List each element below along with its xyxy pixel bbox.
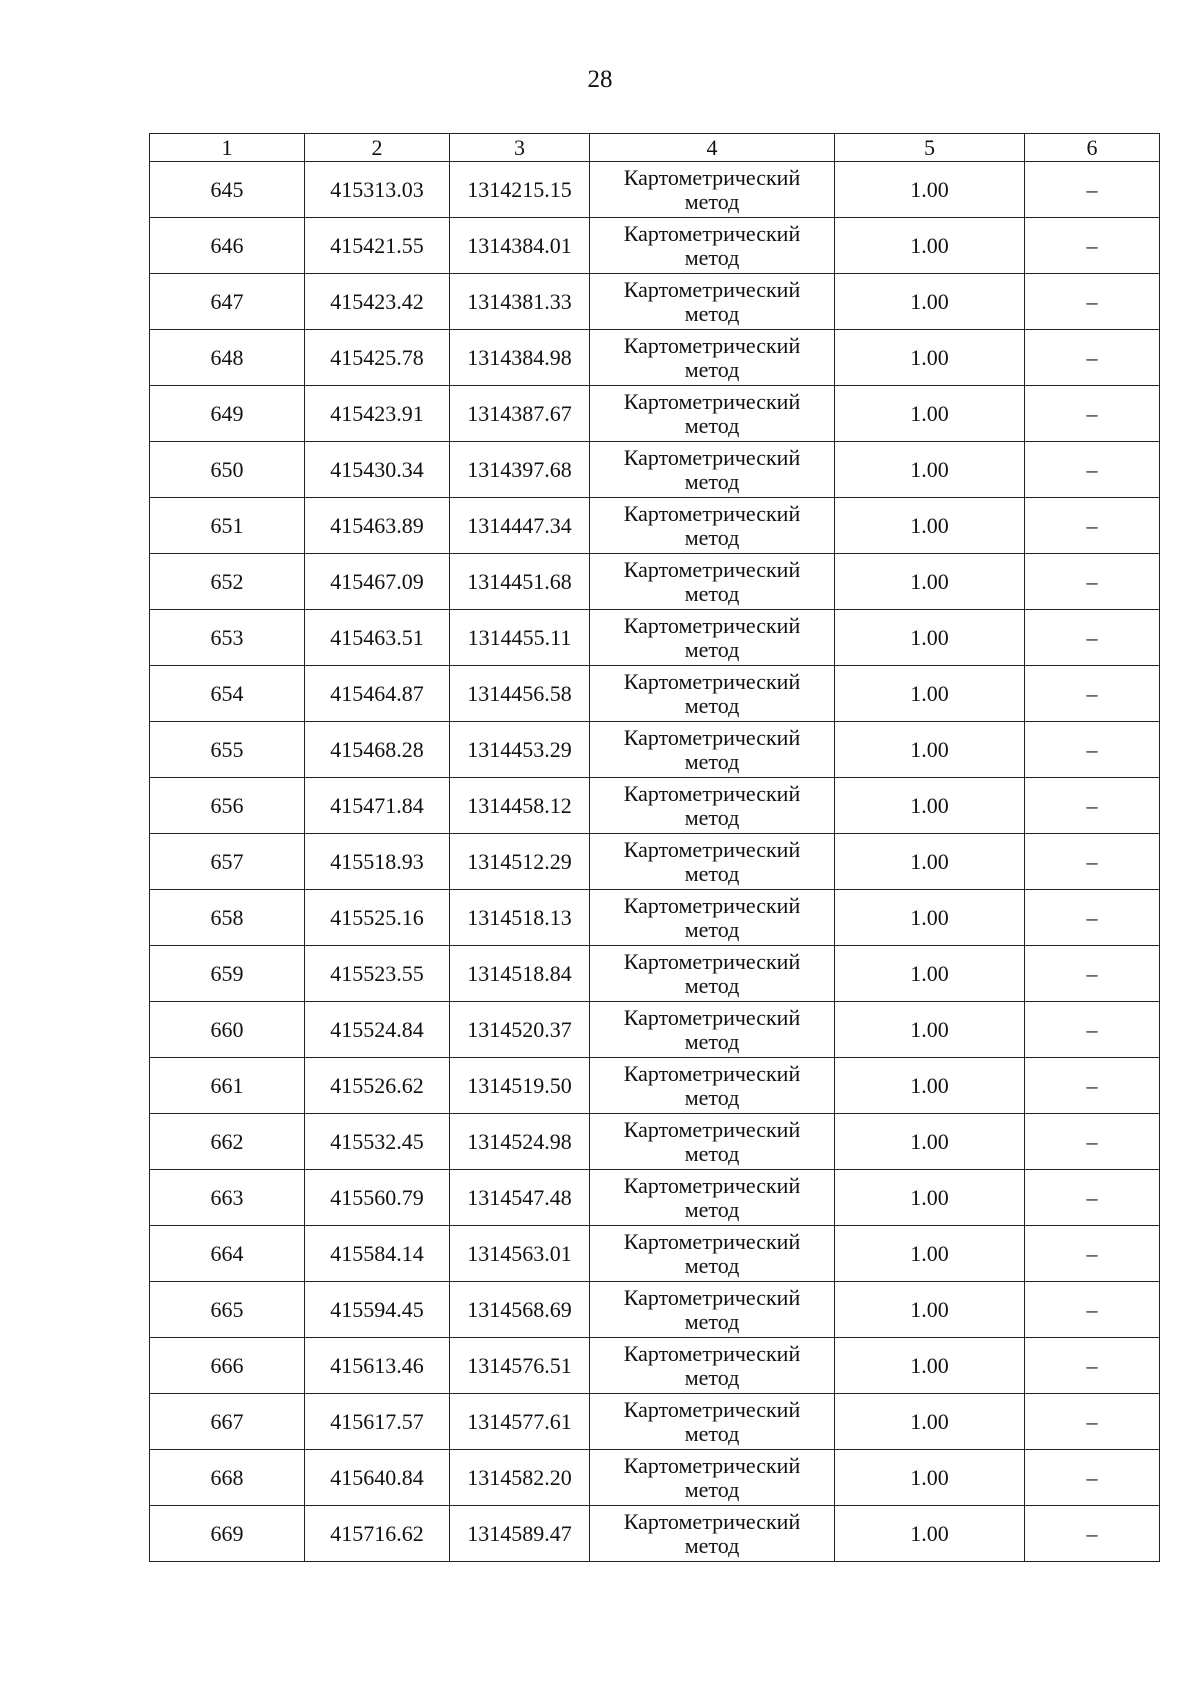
table-row	[150, 274, 1160, 330]
column-header-1: 1	[150, 134, 305, 162]
method-line-1: Картометрический	[623, 1116, 801, 1142]
method-line-1: Картометрический	[623, 500, 801, 526]
accuracy-cell: 1.00	[835, 1002, 1025, 1058]
method-cell	[590, 1450, 835, 1506]
method-line-1: Картометрический	[623, 1508, 801, 1534]
x-coordinate-cell: 415423.42	[305, 274, 450, 330]
note-cell: –	[1025, 162, 1160, 218]
table-row	[150, 722, 1160, 778]
accuracy-cell: 1.00	[835, 1506, 1025, 1562]
y-coordinate-cell: 1314451.68	[450, 554, 590, 610]
method-line-1: Картометрический	[623, 780, 801, 806]
note-cell: –	[1025, 1226, 1160, 1282]
y-coordinate-cell: 1314582.20	[450, 1450, 590, 1506]
point-number-cell: 655	[150, 722, 305, 778]
x-coordinate-cell: 415617.57	[305, 1394, 450, 1450]
method-cell	[590, 1282, 835, 1338]
accuracy-cell: 1.00	[835, 1282, 1025, 1338]
method-cell	[590, 834, 835, 890]
table-row	[150, 1226, 1160, 1282]
column-header-5: 5	[835, 134, 1025, 162]
method-line-1: Картометрический	[623, 668, 801, 694]
accuracy-cell: 1.00	[835, 666, 1025, 722]
point-number-cell: 661	[150, 1058, 305, 1114]
method-line-2: метод	[684, 1028, 740, 1054]
accuracy-cell: 1.00	[835, 330, 1025, 386]
point-number-cell: 654	[150, 666, 305, 722]
note-cell: –	[1025, 386, 1160, 442]
y-coordinate-cell: 1314455.11	[450, 610, 590, 666]
method-line-1: Картометрический	[623, 612, 801, 638]
method-line-1: Картометрический	[623, 948, 801, 974]
x-coordinate-cell: 415640.84	[305, 1450, 450, 1506]
table-row	[150, 666, 1160, 722]
method-line-2: метод	[684, 300, 740, 326]
point-number-cell: 659	[150, 946, 305, 1002]
method-cell	[590, 274, 835, 330]
method-line-1: Картометрический	[623, 332, 801, 358]
point-number-cell: 668	[150, 1450, 305, 1506]
note-cell: –	[1025, 666, 1160, 722]
method-line-2: метод	[684, 692, 740, 718]
method-line-1: Картометрический	[623, 1340, 801, 1366]
table-row	[150, 1170, 1160, 1226]
accuracy-cell: 1.00	[835, 722, 1025, 778]
y-coordinate-cell: 1314524.98	[450, 1114, 590, 1170]
method-cell	[590, 1170, 835, 1226]
method-line-2: метод	[684, 804, 740, 830]
x-coordinate-cell: 415313.03	[305, 162, 450, 218]
method-cell	[590, 386, 835, 442]
accuracy-cell: 1.00	[835, 386, 1025, 442]
table-row	[150, 1506, 1160, 1562]
method-line-1: Картометрический	[623, 1060, 801, 1086]
note-cell: –	[1025, 1282, 1160, 1338]
note-cell: –	[1025, 722, 1160, 778]
method-line-1: Картометрический	[623, 1396, 801, 1422]
x-coordinate-cell: 415467.09	[305, 554, 450, 610]
method-line-1: Картометрический	[623, 556, 801, 582]
note-cell: –	[1025, 778, 1160, 834]
x-coordinate-cell: 415463.51	[305, 610, 450, 666]
accuracy-cell: 1.00	[835, 610, 1025, 666]
y-coordinate-cell: 1314520.37	[450, 1002, 590, 1058]
table-row	[150, 386, 1160, 442]
point-number-cell: 651	[150, 498, 305, 554]
table-row	[150, 890, 1160, 946]
x-coordinate-cell: 415464.87	[305, 666, 450, 722]
note-cell: –	[1025, 1114, 1160, 1170]
note-cell: –	[1025, 890, 1160, 946]
accuracy-cell: 1.00	[835, 1170, 1025, 1226]
accuracy-cell: 1.00	[835, 1226, 1025, 1282]
coordinates-table	[149, 133, 1160, 1562]
method-line-1: Картометрический	[623, 724, 801, 750]
table-row	[150, 1450, 1160, 1506]
method-cell	[590, 1058, 835, 1114]
accuracy-cell: 1.00	[835, 1114, 1025, 1170]
point-number-cell: 662	[150, 1114, 305, 1170]
method-cell	[590, 1338, 835, 1394]
note-cell: –	[1025, 1450, 1160, 1506]
y-coordinate-cell: 1314215.15	[450, 162, 590, 218]
method-line-1: Картометрический	[623, 1284, 801, 1310]
method-line-1: Картометрический	[623, 1452, 801, 1478]
method-line-2: метод	[684, 748, 740, 774]
point-number-cell: 666	[150, 1338, 305, 1394]
method-line-1: Картометрический	[623, 164, 801, 190]
x-coordinate-cell: 415525.16	[305, 890, 450, 946]
note-cell: –	[1025, 330, 1160, 386]
method-line-2: метод	[684, 1532, 740, 1558]
method-line-1: Картометрический	[623, 1228, 801, 1254]
note-cell: –	[1025, 274, 1160, 330]
note-cell: –	[1025, 1506, 1160, 1562]
y-coordinate-cell: 1314518.13	[450, 890, 590, 946]
note-cell: –	[1025, 218, 1160, 274]
accuracy-cell: 1.00	[835, 554, 1025, 610]
method-cell	[590, 498, 835, 554]
method-line-2: метод	[684, 916, 740, 942]
point-number-cell: 646	[150, 218, 305, 274]
accuracy-cell: 1.00	[835, 274, 1025, 330]
note-cell: –	[1025, 1170, 1160, 1226]
point-number-cell: 649	[150, 386, 305, 442]
point-number-cell: 669	[150, 1506, 305, 1562]
page-number: 28	[587, 66, 613, 93]
note-cell: –	[1025, 1058, 1160, 1114]
method-line-2: метод	[684, 580, 740, 606]
method-cell	[590, 442, 835, 498]
method-cell	[590, 162, 835, 218]
point-number-cell: 650	[150, 442, 305, 498]
y-coordinate-cell: 1314384.98	[450, 330, 590, 386]
x-coordinate-cell: 415613.46	[305, 1338, 450, 1394]
accuracy-cell: 1.00	[835, 890, 1025, 946]
method-line-1: Картометрический	[623, 836, 801, 862]
table-row	[150, 946, 1160, 1002]
method-cell	[590, 218, 835, 274]
y-coordinate-cell: 1314576.51	[450, 1338, 590, 1394]
point-number-cell: 645	[150, 162, 305, 218]
method-line-1: Картометрический	[623, 1004, 801, 1030]
method-line-2: метод	[684, 1308, 740, 1334]
point-number-cell: 653	[150, 610, 305, 666]
column-header-6: 6	[1025, 134, 1160, 162]
table-header	[150, 134, 1160, 162]
accuracy-cell: 1.00	[835, 834, 1025, 890]
y-coordinate-cell: 1314563.01	[450, 1226, 590, 1282]
y-coordinate-cell: 1314453.29	[450, 722, 590, 778]
method-line-2: метод	[684, 412, 740, 438]
method-line-2: метод	[684, 636, 740, 662]
method-cell	[590, 1394, 835, 1450]
column-header-3: 3	[450, 134, 590, 162]
point-number-cell: 647	[150, 274, 305, 330]
method-line-2: метод	[684, 188, 740, 214]
x-coordinate-cell: 415518.93	[305, 834, 450, 890]
method-line-2: метод	[684, 524, 740, 550]
method-line-1: Картометрический	[623, 220, 801, 246]
method-cell	[590, 1002, 835, 1058]
y-coordinate-cell: 1314447.34	[450, 498, 590, 554]
y-coordinate-cell: 1314397.68	[450, 442, 590, 498]
accuracy-cell: 1.00	[835, 1058, 1025, 1114]
x-coordinate-cell: 415594.45	[305, 1282, 450, 1338]
method-line-1: Картометрический	[623, 1172, 801, 1198]
method-cell	[590, 1506, 835, 1562]
point-number-cell: 656	[150, 778, 305, 834]
table-row	[150, 1002, 1160, 1058]
x-coordinate-cell: 415471.84	[305, 778, 450, 834]
y-coordinate-cell: 1314547.48	[450, 1170, 590, 1226]
point-number-cell: 660	[150, 1002, 305, 1058]
method-line-1: Картометрический	[623, 276, 801, 302]
table-row	[150, 834, 1160, 890]
method-cell	[590, 1226, 835, 1282]
method-cell	[590, 1114, 835, 1170]
note-cell: –	[1025, 554, 1160, 610]
method-line-1: Картометрический	[623, 892, 801, 918]
point-number-cell: 665	[150, 1282, 305, 1338]
column-header-4: 4	[590, 134, 835, 162]
note-cell: –	[1025, 1002, 1160, 1058]
method-cell	[590, 890, 835, 946]
x-coordinate-cell: 415421.55	[305, 218, 450, 274]
method-line-2: метод	[684, 1420, 740, 1446]
method-line-2: метод	[684, 1364, 740, 1390]
table-row	[150, 1338, 1160, 1394]
accuracy-cell: 1.00	[835, 162, 1025, 218]
note-cell: –	[1025, 498, 1160, 554]
method-line-2: метод	[684, 972, 740, 998]
table-row	[150, 498, 1160, 554]
method-cell	[590, 722, 835, 778]
method-cell	[590, 778, 835, 834]
method-cell	[590, 666, 835, 722]
accuracy-cell: 1.00	[835, 1338, 1025, 1394]
method-line-2: метод	[684, 1476, 740, 1502]
method-cell	[590, 946, 835, 1002]
accuracy-cell: 1.00	[835, 218, 1025, 274]
x-coordinate-cell: 415423.91	[305, 386, 450, 442]
point-number-cell: 663	[150, 1170, 305, 1226]
y-coordinate-cell: 1314387.67	[450, 386, 590, 442]
x-coordinate-cell: 415526.62	[305, 1058, 450, 1114]
table-row	[150, 610, 1160, 666]
x-coordinate-cell: 415430.34	[305, 442, 450, 498]
y-coordinate-cell: 1314512.29	[450, 834, 590, 890]
table-row	[150, 1282, 1160, 1338]
y-coordinate-cell: 1314577.61	[450, 1394, 590, 1450]
point-number-cell: 664	[150, 1226, 305, 1282]
x-coordinate-cell: 415523.55	[305, 946, 450, 1002]
table-row	[150, 330, 1160, 386]
table-row	[150, 1114, 1160, 1170]
table-row	[150, 1058, 1160, 1114]
table-row	[150, 554, 1160, 610]
x-coordinate-cell: 415463.89	[305, 498, 450, 554]
accuracy-cell: 1.00	[835, 946, 1025, 1002]
method-line-2: метод	[684, 1252, 740, 1278]
method-line-2: метод	[684, 356, 740, 382]
accuracy-cell: 1.00	[835, 778, 1025, 834]
note-cell: –	[1025, 610, 1160, 666]
y-coordinate-cell: 1314519.50	[450, 1058, 590, 1114]
y-coordinate-cell: 1314568.69	[450, 1282, 590, 1338]
accuracy-cell: 1.00	[835, 1450, 1025, 1506]
note-cell: –	[1025, 1338, 1160, 1394]
method-line-2: метод	[684, 860, 740, 886]
note-cell: –	[1025, 834, 1160, 890]
method-line-2: метод	[684, 244, 740, 270]
point-number-cell: 648	[150, 330, 305, 386]
column-header-2: 2	[305, 134, 450, 162]
table-row	[150, 218, 1160, 274]
method-line-2: метод	[684, 468, 740, 494]
method-line-1: Картометрический	[623, 388, 801, 414]
x-coordinate-cell: 415560.79	[305, 1170, 450, 1226]
point-number-cell: 658	[150, 890, 305, 946]
y-coordinate-cell: 1314518.84	[450, 946, 590, 1002]
x-coordinate-cell: 415425.78	[305, 330, 450, 386]
point-number-cell: 652	[150, 554, 305, 610]
table-row	[150, 778, 1160, 834]
point-number-cell: 657	[150, 834, 305, 890]
method-line-2: метод	[684, 1140, 740, 1166]
note-cell: –	[1025, 946, 1160, 1002]
point-number-cell: 667	[150, 1394, 305, 1450]
table-row	[150, 1394, 1160, 1450]
note-cell: –	[1025, 442, 1160, 498]
note-cell: –	[1025, 1394, 1160, 1450]
accuracy-cell: 1.00	[835, 442, 1025, 498]
table-row	[150, 162, 1160, 218]
method-cell	[590, 610, 835, 666]
x-coordinate-cell: 415524.84	[305, 1002, 450, 1058]
y-coordinate-cell: 1314458.12	[450, 778, 590, 834]
accuracy-cell: 1.00	[835, 1394, 1025, 1450]
y-coordinate-cell: 1314384.01	[450, 218, 590, 274]
x-coordinate-cell: 415716.62	[305, 1506, 450, 1562]
x-coordinate-cell: 415468.28	[305, 722, 450, 778]
header-row	[150, 134, 1160, 162]
method-line-1: Картометрический	[623, 444, 801, 470]
method-cell	[590, 554, 835, 610]
accuracy-cell: 1.00	[835, 498, 1025, 554]
table-body	[150, 162, 1160, 1562]
x-coordinate-cell: 415532.45	[305, 1114, 450, 1170]
method-line-2: метод	[684, 1196, 740, 1222]
y-coordinate-cell: 1314381.33	[450, 274, 590, 330]
method-line-2: метод	[684, 1084, 740, 1110]
table-row	[150, 442, 1160, 498]
method-cell	[590, 330, 835, 386]
y-coordinate-cell: 1314456.58	[450, 666, 590, 722]
y-coordinate-cell: 1314589.47	[450, 1506, 590, 1562]
x-coordinate-cell: 415584.14	[305, 1226, 450, 1282]
